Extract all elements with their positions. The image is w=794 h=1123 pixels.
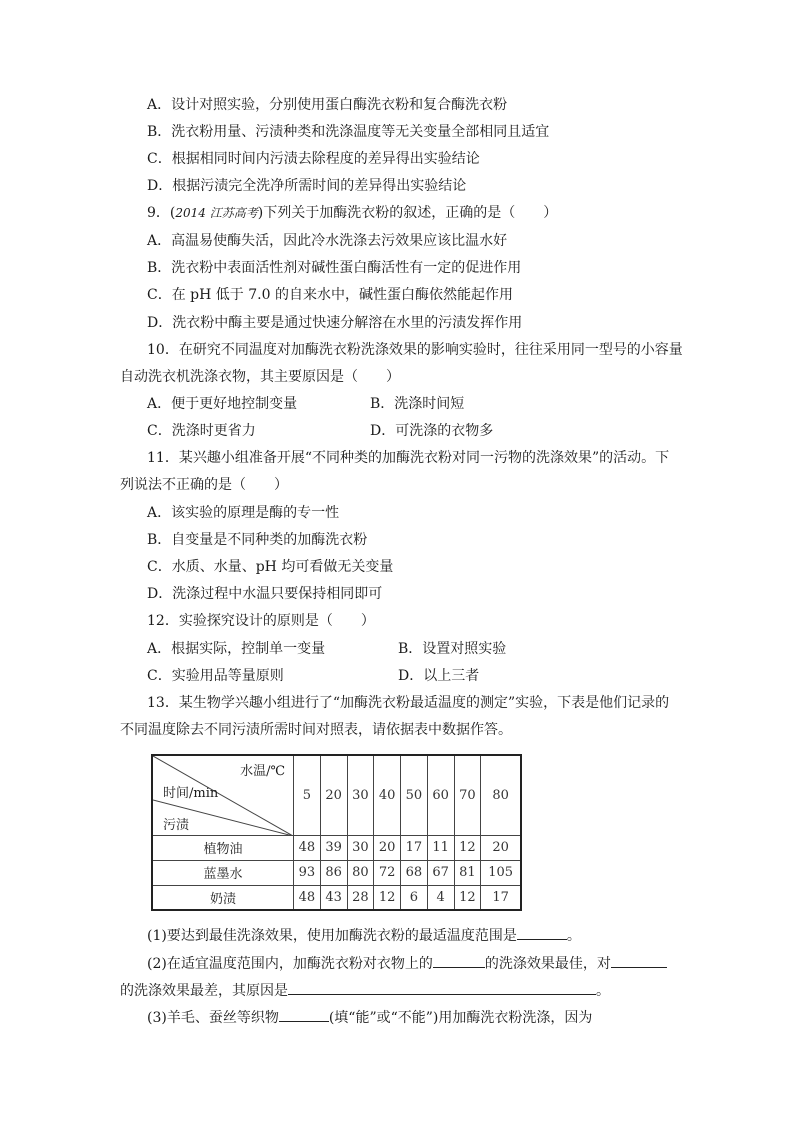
q9-source: 2014 江苏高考 — [175, 206, 258, 220]
q10-option-b: B．洗涤时间短 — [370, 396, 465, 412]
value-cell: 68 — [401, 860, 428, 885]
sub1-end: 。 — [566, 928, 581, 944]
temp-cell: 80 — [481, 755, 521, 835]
table-row — [152, 835, 521, 860]
value-cell: 67 — [427, 860, 454, 885]
value-cell: 4 — [427, 885, 454, 910]
q11-option-a: A．该实验的原理是酶的专一性 — [147, 505, 340, 521]
value-cell: 20 — [481, 835, 521, 860]
value-cell: 81 — [454, 860, 481, 885]
sub1-text: (1)要达到最佳洗涤效果，使用加酶洗衣粉的最适温度范围是 — [147, 928, 517, 944]
temp-cell: 30 — [347, 755, 374, 835]
q10-option-d: D．可洗涤的衣物多 — [370, 423, 494, 439]
q12-stem: 12．实验探究设计的原则是（ ） — [147, 613, 375, 629]
q10-option-c: C．洗涤时更省力 — [147, 423, 256, 439]
q9-option-b: B．洗衣粉中表面活性剂对碱性蛋白酶活性有一定的促进作用 — [147, 260, 522, 276]
value-cell: 72 — [374, 860, 401, 885]
q11-option-c: C．水质、水量、pH 均可看做无关变量 — [147, 559, 394, 575]
q8-option-b: B．洗衣粉用量、污渍种类和洗涤温度等无关变量全部相同且适宜 — [147, 124, 550, 140]
value-cell: 30 — [347, 835, 374, 860]
q9-prefix: 9．( — [147, 205, 176, 221]
value-cell: 39 — [320, 835, 347, 860]
value-cell: 12 — [454, 885, 481, 910]
temp-cell: 50 — [401, 755, 428, 835]
q13-sub1 — [147, 925, 581, 946]
table-row — [152, 860, 521, 885]
sub2-text-1: (2)在适宜温度范围内，加酶洗衣粉对衣物上的 — [147, 956, 433, 972]
q10-stem-line2: 自动洗衣机洗涤衣物，其主要原因是（ ） — [120, 369, 400, 385]
value-cell: 105 — [481, 860, 521, 885]
q8-option-a: A．设计对照实验，分别使用蛋白酶洗衣粉和复合酶洗衣粉 — [147, 97, 508, 113]
q10-stem-line1: 10．在研究不同温度对加酶洗衣粉洗涤效果的影响实验时，往往采用同一型号的小容量 — [147, 342, 683, 358]
q11-option-b: B．自变量是不同种类的加酶洗衣粉 — [147, 532, 368, 548]
q13-sub3 — [147, 1007, 592, 1028]
temp-cell: 40 — [374, 755, 401, 835]
q11-stem-line1: 11．某兴趣小组准备开展“不同种类的加酶洗衣粉对同一污物的洗涤效果”的活动。下 — [147, 450, 670, 466]
row-label: 奶渍 — [152, 885, 294, 910]
value-cell: 12 — [374, 885, 401, 910]
sub2-text-3: 的洗涤效果最差，其原因是 — [120, 983, 288, 999]
q12-option-b: B．设置对照实验 — [398, 641, 507, 657]
q11-stem-line2: 列说法不正确的是（ ） — [120, 477, 288, 493]
table-header-row — [152, 755, 521, 835]
temp-cell: 70 — [454, 755, 481, 835]
q12-option-d: D．以上三者 — [398, 668, 480, 684]
temp-cell: 60 — [427, 755, 454, 835]
q9-option-d: D．洗衣粉中酶主要是通过快速分解溶在水里的污渍发挥作用 — [147, 315, 523, 331]
q8-option-d: D．根据污渍完全洗净所需时间的差异得出实验结论 — [147, 178, 467, 194]
sub3-text-2: (填“能”或“不能”)用加酶洗衣粉洗涤，因为 — [328, 1010, 593, 1026]
value-cell: 12 — [454, 835, 481, 860]
value-cell: 86 — [320, 860, 347, 885]
value-cell: 93 — [294, 860, 321, 885]
q12-option-c: C．实验用品等量原则 — [147, 668, 284, 684]
answer-blank[interactable] — [433, 953, 485, 968]
q9-stem — [147, 203, 557, 223]
value-cell: 17 — [401, 835, 428, 860]
row-label: 植物油 — [152, 835, 294, 860]
q9-stem-text: )下列关于加酶洗衣粉的叙述，正确的是（ ） — [257, 205, 558, 221]
q8-option-c: C．根据相同时间内污渍去除程度的差异得出实验结论 — [147, 151, 480, 167]
sub3-text-1: (3)羊毛、蚕丝等织物 — [147, 1010, 279, 1026]
sub2-end: 。 — [596, 983, 610, 999]
value-cell: 6 — [401, 885, 428, 910]
q9-option-a: A．高温易使酶失活，因此冷水洗涤去污效果应该比温水好 — [147, 233, 508, 249]
q13-sub2-line2 — [120, 980, 610, 1001]
q13-stem-line2: 不同温度除去不同污渍所需时间对照表，请依据表中数据作答。 — [120, 722, 512, 738]
header-water-temp: 水温/℃ — [240, 764, 285, 779]
value-cell: 11 — [427, 835, 454, 860]
q11-option-d: D．洗涤过程中水温只要保持相同即可 — [147, 586, 383, 602]
q12-option-a: A．根据实际，控制单一变量 — [147, 641, 326, 657]
answer-blank[interactable] — [288, 980, 596, 995]
answer-blank[interactable] — [517, 925, 567, 940]
header-time: 时间/min — [163, 786, 219, 801]
value-cell: 17 — [481, 885, 521, 910]
value-cell: 48 — [294, 885, 321, 910]
value-cell: 80 — [347, 860, 374, 885]
answer-blank[interactable] — [611, 953, 667, 968]
value-cell: 28 — [347, 885, 374, 910]
value-cell: 43 — [320, 885, 347, 910]
value-cell: 48 — [294, 835, 321, 860]
diagonal-header-cell — [152, 755, 294, 835]
sub2-text-2: 的洗涤效果最佳，对 — [484, 956, 611, 972]
q9-option-c: C．在 pH 低于 7.0 的自来水中，碱性蛋白酶依然能起作用 — [147, 287, 513, 303]
header-stain: 污渍 — [163, 818, 190, 833]
q13-sub2-line1 — [147, 953, 667, 974]
data-table — [151, 754, 522, 911]
row-label: 蓝墨水 — [152, 860, 294, 885]
temp-cell: 20 — [320, 755, 347, 835]
q10-option-a: A．便于更好地控制变量 — [147, 396, 298, 412]
temp-cell: 5 — [294, 755, 321, 835]
table-row — [152, 885, 521, 910]
q13-stem-line1: 13．某生物学兴趣小组进行了“加酶洗衣粉最适温度的测定”实验，下表是他们记录的 — [147, 695, 670, 711]
value-cell: 20 — [374, 835, 401, 860]
answer-blank[interactable] — [279, 1007, 329, 1022]
